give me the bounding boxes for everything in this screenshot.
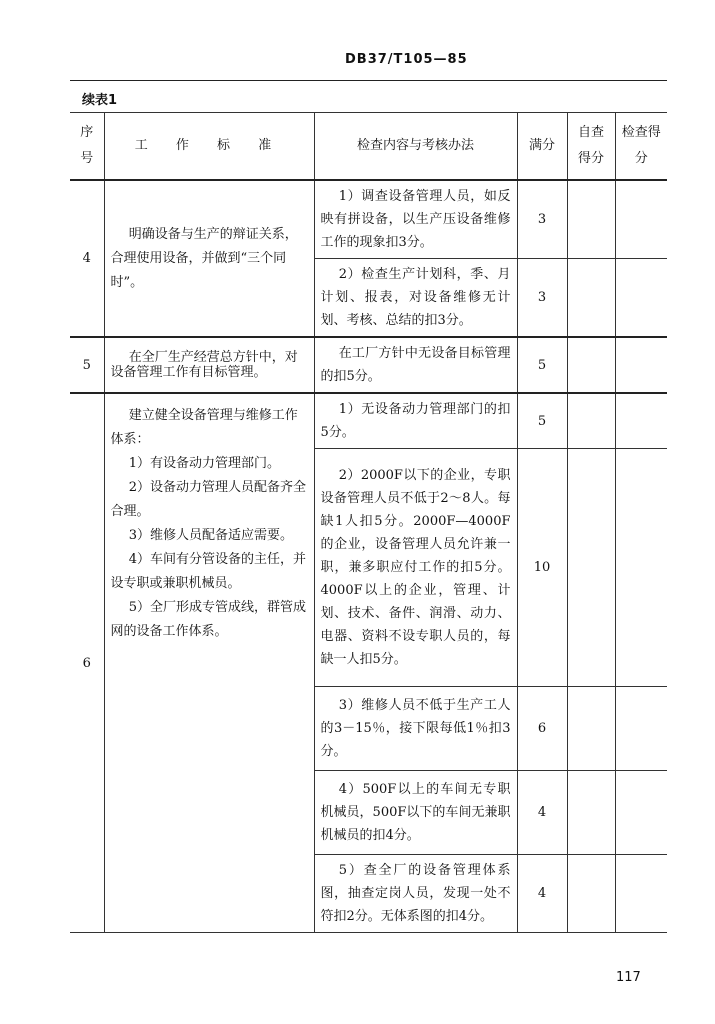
col-header-check-score: 检查得分 bbox=[615, 113, 667, 181]
row-6-self-2 bbox=[567, 449, 615, 687]
table-caption: 续表1 bbox=[82, 93, 118, 108]
row-5-check-1 bbox=[615, 337, 667, 393]
row-6-method-1 bbox=[314, 393, 517, 449]
standards-table bbox=[70, 112, 667, 933]
row-4-seq: 4 bbox=[70, 180, 104, 337]
row-6-self-4 bbox=[567, 771, 615, 855]
row-4-score-1: 3 bbox=[517, 180, 567, 259]
row-4-check-1 bbox=[615, 180, 667, 259]
col-header-method: 检查内容与考核办法 bbox=[314, 113, 517, 181]
row-6-standard bbox=[104, 393, 314, 933]
row-4-standard-text: 明确设备与生产的辩证关系，合理使用设备，并做到“三个同时”。 bbox=[110, 226, 298, 290]
row-5-self-1 bbox=[567, 337, 615, 393]
row-6-self-3 bbox=[567, 687, 615, 771]
row-6-method-2-text: 2）2000F以下的企业，专职设备管理人员不低于2～8人。每缺1人扣5分。2000F—4000F的企业，设备管理人员允许兼一职，兼多职应付工作的扣5分。4000F以上的企业，管理、计划、技术、备件、润滑、动力、电器、资料不设专职人员的，每缺一人扣5分。 bbox=[320, 468, 511, 667]
row-5-score-1: 5 bbox=[517, 337, 567, 393]
row-4-method-2-text: 2）检查生产计划科，季、月计划、报表，对设备维修无计划、考核、总结的扣3分。 bbox=[320, 267, 511, 328]
row-6-method-5 bbox=[314, 855, 517, 933]
row-4-score-2: 3 bbox=[517, 259, 567, 338]
header-rule bbox=[70, 80, 667, 81]
row-6-method-2 bbox=[314, 449, 517, 687]
row-6-check-2 bbox=[615, 449, 667, 687]
row-6-standard-line-3: 2）设备动力管理人员配备齐全合理。 bbox=[110, 480, 306, 519]
row-6-standard-line-1: 建立健全设备管理与维修工作体系： bbox=[110, 408, 298, 447]
row-5-method-1-text: 在工厂方针中无设备目标管理的扣5分。 bbox=[320, 346, 511, 384]
col-header-self-score: 自查得分 bbox=[567, 113, 615, 181]
row-4-self-2 bbox=[567, 259, 615, 338]
row-6-score-3: 6 bbox=[517, 687, 567, 771]
row-5-standard bbox=[104, 337, 314, 393]
row-6-check-5 bbox=[615, 855, 667, 933]
row-6-seq: 6 bbox=[70, 393, 104, 933]
row-6-method-3-text: 3）维修人员不低于生产工人的3－15％，接下限每低1％扣3分。 bbox=[320, 698, 511, 759]
row-6-method-1-text: 1）无设备动力管理部门的扣5分。 bbox=[320, 402, 511, 440]
row-6-score-1: 5 bbox=[517, 393, 567, 449]
row-6-method-3 bbox=[314, 687, 517, 771]
row-6-score-4: 4 bbox=[517, 771, 567, 855]
row-4-method-1-text: 1）调查设备管理人员，如反映有拼设备，以生产压设备维修工作的现象扣3分。 bbox=[320, 189, 511, 250]
row-6-standard-line-6: 5）全厂形成专管成线，群管成网的设备工作体系。 bbox=[110, 600, 306, 639]
page-number: 117 bbox=[616, 970, 641, 985]
row-4-method-2 bbox=[314, 259, 517, 338]
row-6-standard-line-5: 4）车间有分管设备的主任，并设专职或兼职机械员。 bbox=[110, 552, 306, 591]
col-header-full-score: 满分 bbox=[517, 113, 567, 181]
row-6-check-4 bbox=[615, 771, 667, 855]
row-4-self-1 bbox=[567, 180, 615, 259]
row-5-method-1 bbox=[314, 337, 517, 393]
row-6-check-3 bbox=[615, 687, 667, 771]
row-5-seq: 5 bbox=[70, 337, 104, 393]
row-6-method-4 bbox=[314, 771, 517, 855]
row-4-method-1 bbox=[314, 180, 517, 259]
row-6-score-5: 4 bbox=[517, 855, 567, 933]
document-code: DB37/T105—85 bbox=[345, 52, 468, 67]
col-header-standard-text: 工 作 标 准 bbox=[134, 138, 284, 153]
row-4-check-2 bbox=[615, 259, 667, 338]
row-6-standard-line-4: 3）维修人员配备适应需要。 bbox=[128, 528, 293, 543]
row-6-method-5-text: 5）查全厂的设备管理体系图，抽查定岗人员，发现一处不符扣2分。无体系图的扣4分。 bbox=[320, 863, 511, 924]
row-6-method-4-text: 4）500F以上的车间无专职机械员，500F以下的车间无兼职机械员的扣4分。 bbox=[320, 782, 511, 843]
col-header-seq: 序号 bbox=[70, 113, 104, 181]
row-4-standard bbox=[104, 180, 314, 337]
row-5-standard-text: 在全厂生产经营总方针中，对设备管理工作有目标管理。 bbox=[110, 350, 298, 380]
row-6-self-5 bbox=[567, 855, 615, 933]
row-6-score-2: 10 bbox=[517, 449, 567, 687]
row-6-self-1 bbox=[567, 393, 615, 449]
row-6-standard-line-2: 1）有设备动力管理部门。 bbox=[128, 456, 280, 471]
col-header-standard bbox=[104, 113, 314, 181]
row-6-check-1 bbox=[615, 393, 667, 449]
